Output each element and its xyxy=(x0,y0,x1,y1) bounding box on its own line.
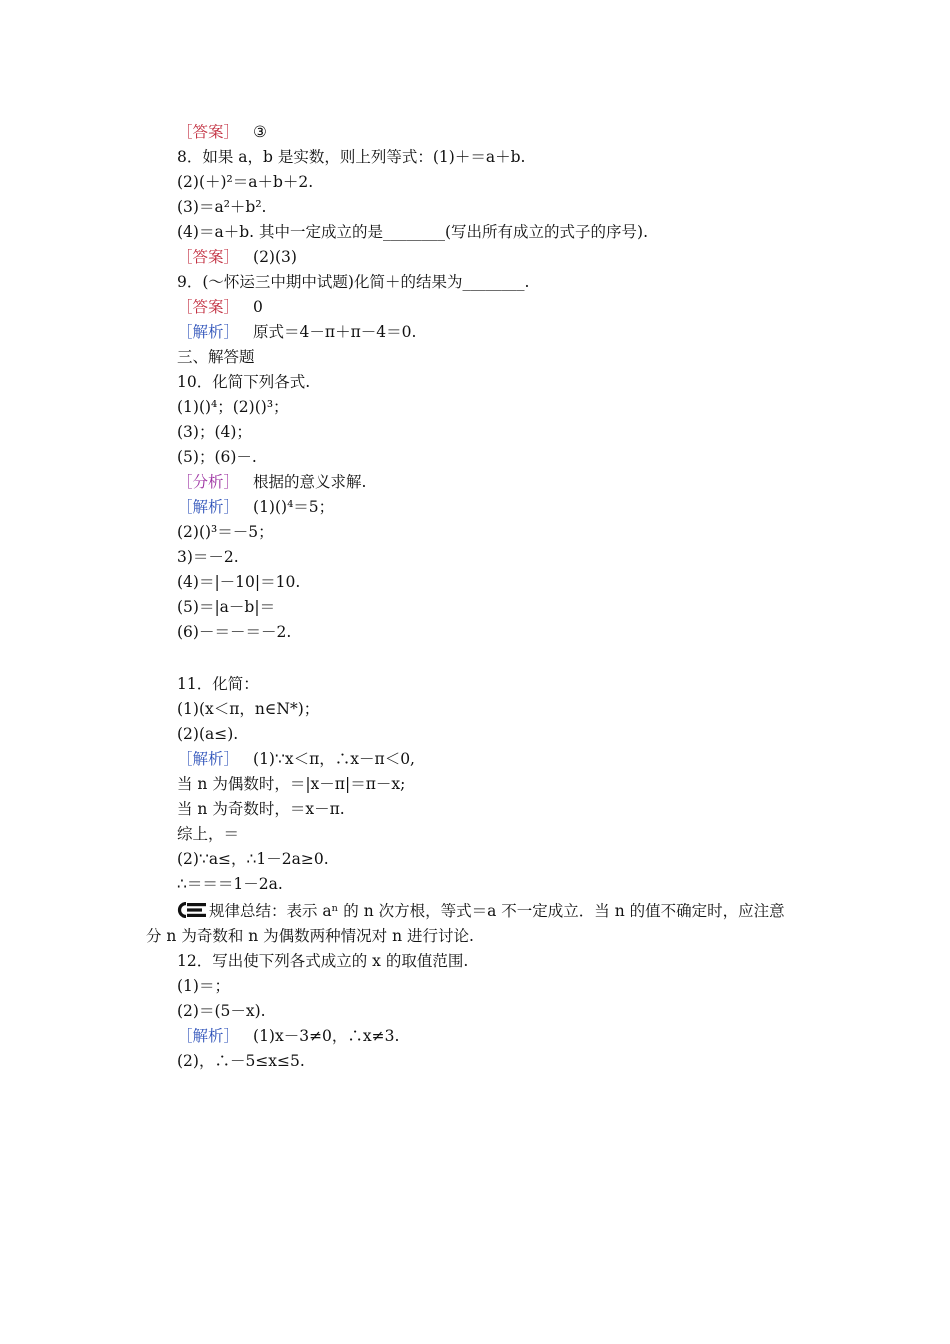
solution-text: (1)x－3≠0，∴x≠3. xyxy=(253,1027,400,1045)
question-12: 12．写出使下列各式成立的 x 的取值范围. xyxy=(177,952,469,970)
solution-11-part-2: (2)∵a≤，∴1－2a≥0. xyxy=(177,850,329,868)
question-8-item-4: (4)＝a＋b. 其中一定成立的是________(写出所有成立的式子的序号). xyxy=(177,223,648,241)
question-10-items-1-2: (1)()⁴；(2)()³； xyxy=(177,398,289,416)
solution-10-step-5: (5)＝|a－b|＝ xyxy=(177,598,276,616)
rule-summary-text: 规律总结：表示 aⁿ 的 n 次方根，等式＝a 不一定成立．当 n 的值不确定时，应注意 xyxy=(209,902,785,920)
solution-line-11 xyxy=(177,749,415,769)
solution-line-10 xyxy=(177,497,334,517)
answer-line-7 xyxy=(177,122,267,142)
solution-11-even-case: 当 n 为偶数时，＝|x－π|＝π－x; xyxy=(177,775,406,793)
question-12-item-2: (2)＝(5－x). xyxy=(177,1002,266,1020)
analysis-line-9 xyxy=(177,322,416,342)
question-9: 9．(～怀运三中期中试题)化简＋的结果为________. xyxy=(177,273,530,291)
solution-text: (1)()⁴＝5； xyxy=(253,498,335,516)
solution-tag: ［解析］ xyxy=(177,750,240,768)
solution-tag: ［解析］ xyxy=(177,498,240,516)
question-10-items-3-4: (3)；(4)； xyxy=(177,423,252,441)
question-11-item-1: (1)(x＜π，n∈N*)； xyxy=(177,700,320,718)
solution-10-step-4: (4)＝|－10|＝10. xyxy=(177,573,301,591)
analysis-plan-text: 根据的意义求解. xyxy=(253,473,367,491)
solution-tag: ［解析］ xyxy=(177,1027,240,1045)
question-8: 8．如果 a，b 是实数，则上列等式：(1)＋＝a＋b. xyxy=(177,148,526,166)
answer-line-8 xyxy=(177,247,297,267)
question-10: 10．化简下列各式. xyxy=(177,373,311,391)
rule-summary-icon xyxy=(177,902,207,918)
rule-summary-line xyxy=(177,901,785,921)
question-8-item-3: (3)＝a²＋b². xyxy=(177,198,267,216)
answer-text: ③ xyxy=(253,123,267,141)
solution-11-odd-case: 当 n 为奇数时，＝x－π. xyxy=(177,800,345,818)
answer-tag: ［答案］ xyxy=(177,248,240,266)
solution-10-step-6: (6)－＝－＝－2. xyxy=(177,623,292,641)
question-10-items-5-6: (5)；(6)－. xyxy=(177,448,257,466)
solution-11-part-2-result: ∴＝＝＝1－2a. xyxy=(177,875,283,893)
solution-10-step-3: 3)＝－2. xyxy=(177,548,239,566)
answer-tag: ［答案］ xyxy=(177,123,240,141)
solution-12-part-2: (2)，∴－5≤x≤5. xyxy=(177,1052,305,1070)
answer-tag: ［答案］ xyxy=(177,298,240,316)
analysis-plan-line-10 xyxy=(177,472,366,492)
question-12-item-1: (1)＝； xyxy=(177,977,230,995)
answer-line-9 xyxy=(177,297,263,317)
answer-text: 0 xyxy=(253,298,263,316)
question-8-item-2: (2)(＋)²＝a＋b＋2. xyxy=(177,173,314,191)
rule-summary-continued: 分 n 为奇数和 n 为偶数两种情况对 n 进行讨论. xyxy=(146,927,474,945)
analysis-tag: ［解析］ xyxy=(177,323,240,341)
solution-10-step-2: (2)()³＝－5； xyxy=(177,523,274,541)
question-11-item-2: (2)(a≤). xyxy=(177,725,239,743)
solution-11-summary: 综上，＝ xyxy=(177,825,240,843)
analysis-plan-tag: ［分析］ xyxy=(177,473,240,491)
question-11: 11．化简： xyxy=(177,675,259,693)
solution-text: (1)∵x＜π，∴x－π＜0, xyxy=(253,750,415,768)
section-heading: 三、解答题 xyxy=(177,348,255,366)
analysis-text: 原式＝4－π＋π－4＝0. xyxy=(253,323,417,341)
answer-text: (2)(3) xyxy=(253,248,297,266)
solution-line-12 xyxy=(177,1026,399,1046)
